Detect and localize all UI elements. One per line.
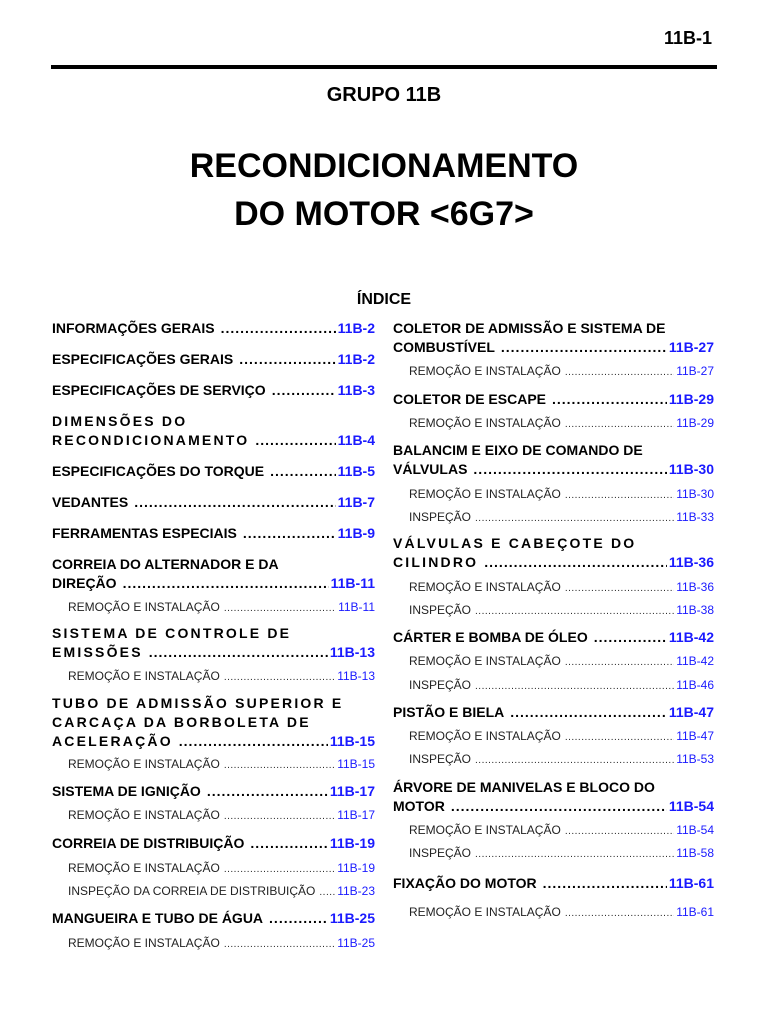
toc-subentry[interactable] <box>393 603 714 619</box>
toc-entry-title: COLETOR DE ESCAPE <box>393 391 546 407</box>
toc-entry-title: REMOÇÃO E INSTALAÇÃO <box>409 823 561 837</box>
toc-entry-title: REMOÇÃO E INSTALAÇÃO <box>68 808 220 822</box>
toc-page-link[interactable]: 11B-11 <box>338 600 375 614</box>
toc-entry-line <box>393 339 714 358</box>
dot-leader <box>475 681 674 692</box>
dot-leader <box>475 755 674 766</box>
toc-page-link[interactable]: 11B-46 <box>676 678 714 692</box>
dot-leader <box>270 463 336 479</box>
toc-entry-title: REMOÇÃO E INSTALAÇÃO <box>409 580 561 594</box>
header-rule <box>51 65 717 69</box>
toc-entry-line <box>409 752 714 768</box>
toc-entry-line <box>409 905 714 921</box>
toc-entry-title: INSPEÇÃO <box>409 510 472 524</box>
toc-entry-title: INSPEÇÃO DA CORREIA DE DISTRIBUIÇÃO <box>68 884 316 898</box>
toc-entry[interactable] <box>52 695 375 752</box>
dot-leader <box>224 603 336 614</box>
toc-subentry[interactable] <box>393 487 714 503</box>
toc-subentry[interactable] <box>393 846 714 862</box>
toc-entry-line <box>393 779 714 798</box>
toc-entry-line <box>409 654 714 670</box>
toc-entry-line <box>52 525 375 544</box>
dot-leader <box>272 382 336 398</box>
toc-subentry[interactable] <box>393 752 714 768</box>
toc-entry-title: INFORMAÇÕES GERAIS <box>52 320 215 336</box>
toc-entry[interactable] <box>52 525 375 544</box>
toc-page-link[interactable]: 11B-25 <box>329 910 375 926</box>
toc-entry-title: MOTOR <box>393 798 445 814</box>
toc-entry-line <box>393 442 714 461</box>
toc-subentry[interactable] <box>52 757 375 773</box>
toc-entry-title: MANGUEIRA E TUBO DE ÁGUA <box>52 910 264 926</box>
toc-entry-title: INSPEÇÃO <box>409 678 472 692</box>
dot-leader <box>475 513 674 524</box>
toc-page-link[interactable]: 11B-11 <box>330 575 375 591</box>
toc-entry-title: SISTEMA DE CONTROLE DE <box>52 625 292 641</box>
toc-page-link[interactable]: 11B-9 <box>337 525 375 541</box>
toc-entry-title: DIMENSÕES DO <box>52 413 188 429</box>
toc-page-link[interactable]: 11B-5 <box>337 463 375 479</box>
toc-entry-title: CORREIA DE DISTRIBUIÇÃO <box>52 835 245 851</box>
dot-leader <box>565 908 674 919</box>
toc-entry-line <box>393 535 714 554</box>
toc-entry-title: CILINDRO <box>393 554 479 570</box>
toc-entry-title: SISTEMA DE IGNIÇÃO <box>52 783 201 799</box>
toc-entry-line <box>393 554 714 573</box>
toc-page-link[interactable]: 11B-15 <box>329 733 375 749</box>
toc-entry[interactable] <box>52 351 375 370</box>
toc-entry[interactable] <box>393 629 714 648</box>
toc-entry-line <box>409 603 714 619</box>
toc-entry-title: FIXAÇÃO DO MOTOR <box>393 875 537 891</box>
toc-entry-title: EMISSÕES <box>52 644 143 660</box>
toc-entry-title: COMBUSTÍVEL <box>393 339 495 355</box>
toc-entry-title: REMOÇÃO E INSTALAÇÃO <box>409 905 561 919</box>
toc-entry-title: REMOÇÃO E INSTALAÇÃO <box>409 729 561 743</box>
toc-page-link[interactable]: 11B-38 <box>676 603 714 617</box>
dot-leader <box>473 461 666 477</box>
toc-page-link[interactable]: 11B-25 <box>337 936 375 950</box>
toc-page-link[interactable]: 11B-29 <box>676 416 714 430</box>
page-title-line-1: RECONDICIONAMENTO <box>189 147 579 185</box>
toc-entry-title: FERRAMENTAS ESPECIAIS <box>52 525 237 541</box>
toc-entry-line <box>393 629 714 648</box>
toc-entry-line <box>393 704 714 723</box>
toc-entry-title: REMOÇÃO E INSTALAÇÃO <box>68 669 220 683</box>
toc-entry-line <box>52 494 375 513</box>
toc-entry-line <box>68 884 375 900</box>
dot-leader <box>239 351 335 367</box>
toc-entry-title: REMOÇÃO E INSTALAÇÃO <box>68 936 220 950</box>
toc-subentry[interactable] <box>52 861 375 877</box>
dot-leader <box>243 525 336 541</box>
toc-entry[interactable] <box>52 413 375 451</box>
toc-entry[interactable] <box>52 382 375 401</box>
dot-leader <box>255 432 335 448</box>
toc-entry-line <box>52 320 375 339</box>
dot-leader <box>501 339 667 355</box>
toc-page-link[interactable]: 11B-13 <box>337 669 375 683</box>
group-title: GRUPO 11B <box>326 84 442 106</box>
toc-entry-line <box>393 798 714 817</box>
dot-leader <box>224 672 335 683</box>
toc-page-link[interactable]: 11B-42 <box>668 629 714 645</box>
toc-page-link[interactable]: 11B-29 <box>668 391 714 407</box>
toc-page-link[interactable]: 11B-36 <box>676 580 714 594</box>
toc-entry-title: INSPEÇÃO <box>409 752 472 766</box>
toc-subentry[interactable] <box>52 600 375 616</box>
toc-entry[interactable] <box>52 783 375 802</box>
toc-entry-title: ESPECIFICAÇÕES DE SERVIÇO <box>52 382 266 398</box>
toc-page-link[interactable]: 11B-47 <box>668 704 714 720</box>
toc-page-link[interactable]: 11B-61 <box>668 875 714 891</box>
toc-entry-title: REMOÇÃO E INSTALAÇÃO <box>409 364 561 378</box>
toc-entry[interactable] <box>393 875 714 894</box>
toc-entry-line <box>52 382 375 401</box>
toc-entry-title: RECONDICIONAMENTO <box>52 432 250 448</box>
page-title <box>0 142 768 238</box>
toc-subentry[interactable] <box>393 416 714 432</box>
toc-page-link[interactable]: 11B-27 <box>668 339 714 355</box>
toc-entry-title: INSPEÇÃO <box>409 603 472 617</box>
dot-leader <box>565 826 674 837</box>
toc-subentry[interactable] <box>52 936 375 952</box>
toc-entry-title: ÁRVORE DE MANIVELAS E BLOCO DO <box>393 779 655 795</box>
toc-entry-title: VEDANTES <box>52 494 129 510</box>
toc-subentry[interactable] <box>52 808 375 824</box>
toc-entry-line <box>393 320 714 339</box>
toc-page-link[interactable]: 11B-17 <box>329 783 375 799</box>
toc-entry[interactable] <box>393 442 714 480</box>
toc-entry[interactable] <box>393 391 714 410</box>
toc-page-link[interactable]: 11B-2 <box>337 320 375 336</box>
toc-entry-line <box>409 729 714 745</box>
toc-page-link[interactable]: 11B-3 <box>337 382 375 398</box>
toc-entry-line <box>68 808 375 824</box>
toc-entry[interactable] <box>393 704 714 723</box>
toc-entry-title: COLETOR DE ADMISSÃO E SISTEMA DE <box>393 320 666 336</box>
dot-leader <box>224 760 335 771</box>
toc-entry[interactable] <box>393 535 714 573</box>
dot-leader <box>207 783 328 799</box>
dot-leader <box>224 811 335 822</box>
toc-entry-line <box>52 556 375 575</box>
dot-leader <box>269 910 328 926</box>
toc-entry[interactable] <box>52 463 375 482</box>
toc-entry-line <box>52 432 375 451</box>
toc-page-link[interactable]: 11B-54 <box>668 798 714 814</box>
toc-subentry[interactable] <box>393 905 714 921</box>
toc-page-link[interactable]: 11B-42 <box>676 654 714 668</box>
toc-entry-title: BALANCIM E EIXO DE COMANDO DE <box>393 442 643 458</box>
toc-entry-line <box>68 669 375 685</box>
dot-leader <box>224 864 335 875</box>
toc-page-link[interactable]: 11B-19 <box>337 861 375 875</box>
dot-leader <box>224 939 335 950</box>
dot-leader <box>250 835 327 851</box>
toc-page-link[interactable]: 11B-54 <box>676 823 714 837</box>
dot-leader <box>475 849 674 860</box>
toc-entry[interactable] <box>52 910 375 929</box>
toc-entry[interactable] <box>52 494 375 513</box>
toc-entry-title: VÁLVULAS E CABEÇOTE DO <box>393 535 637 551</box>
toc-entry[interactable] <box>52 320 375 339</box>
toc-subentry[interactable] <box>393 729 714 745</box>
toc-page-link[interactable]: 11B-4 <box>337 432 375 448</box>
toc-entry-title: TUBO DE ADMISSÃO SUPERIOR E <box>52 695 344 711</box>
toc-page-link[interactable]: 11B-30 <box>668 461 714 477</box>
dot-leader <box>221 320 336 336</box>
toc-page-link[interactable]: 11B-15 <box>337 757 375 771</box>
page-number: 11B-1 <box>663 28 712 48</box>
dot-leader <box>475 606 674 617</box>
toc-entry-title: ACELERAÇÃO <box>52 733 173 749</box>
dot-leader <box>552 391 667 407</box>
toc-entry-line <box>409 823 714 839</box>
toc-entry-line <box>52 714 375 733</box>
toc-page-link[interactable]: 11B-17 <box>337 808 375 822</box>
dot-leader <box>149 644 328 660</box>
toc-entry-title: REMOÇÃO E INSTALAÇÃO <box>68 861 220 875</box>
toc-page-link[interactable]: 11B-13 <box>329 644 375 660</box>
toc-entry-line <box>393 875 714 894</box>
dot-leader <box>565 583 674 594</box>
toc-entry-title: VÁLVULAS <box>393 461 468 477</box>
toc-entry-title: DIREÇÃO <box>52 575 117 591</box>
dot-leader <box>123 575 329 591</box>
toc-entry[interactable] <box>393 779 714 817</box>
toc-entry-line <box>409 580 714 596</box>
toc-entry-line <box>52 733 375 752</box>
toc-entry-line <box>52 625 375 644</box>
toc-page-link[interactable]: 11B-36 <box>668 554 714 570</box>
toc-page-link[interactable]: 11B-30 <box>676 487 714 501</box>
dot-leader <box>134 494 335 510</box>
toc-entry-line <box>52 835 375 854</box>
toc-page-link[interactable]: 11B-33 <box>676 510 714 524</box>
toc-page-link[interactable]: 11B-61 <box>676 905 714 919</box>
toc-page-link[interactable]: 11B-7 <box>337 494 375 510</box>
toc-entry-line <box>393 391 714 410</box>
toc-entry-line <box>52 910 375 929</box>
dot-leader <box>543 875 667 891</box>
toc-entry-line <box>409 846 714 862</box>
dot-leader <box>510 704 667 720</box>
toc-subentry[interactable] <box>393 654 714 670</box>
dot-leader <box>565 657 674 668</box>
toc-subentry[interactable] <box>52 669 375 685</box>
toc-subentry[interactable] <box>393 364 714 380</box>
toc-entry-line <box>409 364 714 380</box>
index-heading: ÍNDICE <box>356 291 412 308</box>
toc-entry-line <box>52 463 375 482</box>
dot-leader <box>451 798 667 814</box>
toc-entry-title: REMOÇÃO E INSTALAÇÃO <box>409 487 561 501</box>
toc-entry-title: CORREIA DO ALTERNADOR E DA <box>52 556 279 572</box>
toc-entry-line <box>52 783 375 802</box>
toc-entry-line <box>409 678 714 694</box>
toc-entry[interactable] <box>52 835 375 854</box>
dot-leader <box>484 554 667 570</box>
toc-entry-line <box>409 416 714 432</box>
toc-entry-line <box>52 575 375 594</box>
toc-entry-line <box>393 461 714 480</box>
dot-leader <box>565 490 674 501</box>
toc-entry-title: INSPEÇÃO <box>409 846 472 860</box>
dot-leader <box>565 419 674 430</box>
toc-page-link[interactable]: 11B-58 <box>676 846 714 860</box>
toc-entry-title: CARCAÇA DA BORBOLETA DE <box>52 714 311 730</box>
toc-page-link[interactable]: 11B-19 <box>329 835 375 851</box>
toc-subentry[interactable] <box>52 884 375 900</box>
toc-page-link[interactable]: 11B-47 <box>676 729 714 743</box>
toc-page-link[interactable]: 11B-27 <box>676 364 714 378</box>
toc-entry-title: REMOÇÃO E INSTALAÇÃO <box>68 600 220 614</box>
toc-subentry[interactable] <box>393 510 714 526</box>
toc-page-link[interactable]: 11B-53 <box>676 752 714 766</box>
toc-entry-line <box>68 861 375 877</box>
toc-entry-line <box>52 695 375 714</box>
toc-subentry[interactable] <box>393 580 714 596</box>
toc-entry-line <box>409 510 714 526</box>
dot-leader <box>179 733 328 749</box>
toc-entry-line <box>52 351 375 370</box>
dot-leader <box>594 629 667 645</box>
toc-entry[interactable] <box>393 320 714 358</box>
toc-entry[interactable] <box>52 556 375 594</box>
dot-leader <box>565 732 674 743</box>
toc-page-link[interactable]: 11B-2 <box>337 351 375 367</box>
toc-entry-line <box>52 413 375 432</box>
toc-entry-line <box>68 757 375 773</box>
toc-entry[interactable] <box>52 625 375 663</box>
dot-leader <box>565 367 674 378</box>
toc-entry-line <box>68 600 375 616</box>
toc-entry-line <box>409 487 714 503</box>
toc-entry-line <box>52 644 375 663</box>
toc-subentry[interactable] <box>393 823 714 839</box>
toc-subentry[interactable] <box>393 678 714 694</box>
dot-leader <box>319 887 335 898</box>
toc-entry-title: ESPECIFICAÇÕES DO TORQUE <box>52 463 265 479</box>
toc-entry-title: PISTÃO E BIELA <box>393 704 505 720</box>
page-title-line-2: DO MOTOR <6G7> <box>234 195 534 233</box>
toc-entry-title: CÁRTER E BOMBA DE ÓLEO <box>393 629 588 645</box>
toc-entry-title: REMOÇÃO E INSTALAÇÃO <box>409 654 561 668</box>
toc-page-link[interactable]: 11B-23 <box>337 884 375 898</box>
toc-entry-line <box>68 936 375 952</box>
toc-entry-title: REMOÇÃO E INSTALAÇÃO <box>68 757 220 771</box>
toc-entry-title: ESPECIFICAÇÕES GERAIS <box>52 351 234 367</box>
toc-entry-title: REMOÇÃO E INSTALAÇÃO <box>409 416 561 430</box>
